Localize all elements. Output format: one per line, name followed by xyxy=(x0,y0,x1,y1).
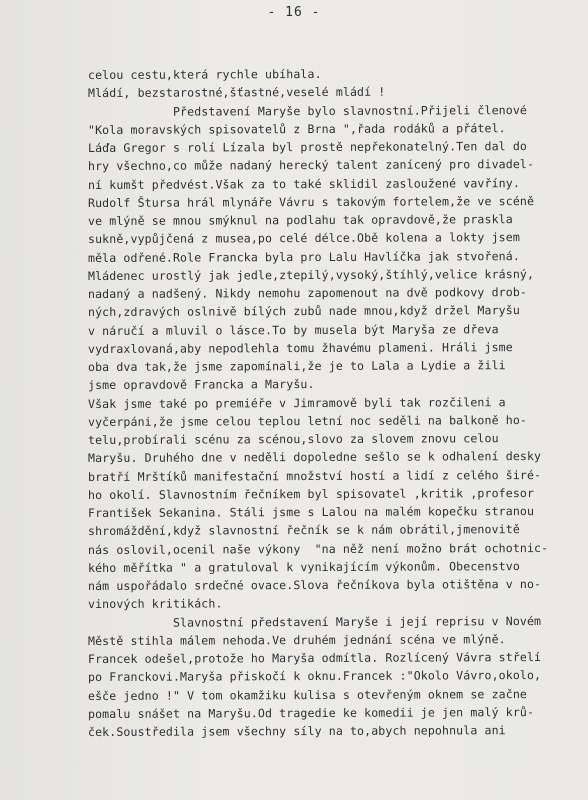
text-line: "Kola moravských spisovatelů z Brna ",řada rodáků a přátel. xyxy=(87,120,506,137)
text-line: ešče jedno !" V tom okamžiku kulisa s otevřeným oknem se začne xyxy=(87,686,527,703)
text-line: shromáždění,když slavnostní řečník se k nám obrátil,jmenovitě xyxy=(87,522,520,539)
text-line: telu,probírali scénu za scénou,slovo za slovem znovu celou xyxy=(87,431,499,447)
text-line: ní kumšt předvést.Však za to také sklidil zasloužené vavříny. xyxy=(87,175,520,192)
text-line: Maryšu. Druhého dne v neděli dopoledne sešlo se k odhalení desky xyxy=(87,449,542,466)
text-line: kého měřítka " a gratuloval k vynikajícím výkonům. Obecenstvo xyxy=(87,558,520,575)
text-line: v náručí a mluvil o lásce.To by musela být Maryša ze dřeva xyxy=(87,321,499,338)
text-line: Mládí, bezstarostné,šťastné,veselé mládí ! xyxy=(87,84,386,101)
body-text xyxy=(88,66,558,741)
text-line: nadaný a nadšený. Nikdy nemohu zapomenout na dvě podkovy drob- xyxy=(87,285,527,301)
text-line: nás oslovil,ocenil naše výkony "na něž není možno brát ochotnic- xyxy=(87,540,549,557)
text-line: nám uspořádalo srdečné ovace.Slova řečníkova byla otištěna v no- xyxy=(87,577,542,593)
text-line: Mládenec urostlý jak jedle,ztepilý,vysoký,štíhlý,velice krásný, xyxy=(87,266,535,283)
text-line: sukně,vypůjčená z musea,po celé délce.Obě kolena a lokty jsem xyxy=(87,230,520,247)
text-line: Městě stihla málem nehoda.Ve druhém jednání scéna ve mlýně. xyxy=(87,631,506,648)
text-line: Slavnostní představení Maryše i její reprisu v Novém xyxy=(87,613,542,630)
text-line: ček.Soustředila jsem všechny síly na to,abych nepohnula ani xyxy=(87,723,506,739)
text-line: ve mlýně se mnou smýknul na podlahu tak opravdově,že praskla xyxy=(87,212,513,228)
text-line: vydraxlovaná,aby nepodlehla tomu žhavému plameni. Hráli jsme xyxy=(87,339,513,356)
text-line: jsme opravdově Francka a Maryšu. xyxy=(87,377,315,393)
text-line: František Sekanina. Stáli jsme s Lalou na malém kopečku stranou xyxy=(87,504,535,520)
text-line: celou cestu,která rychle ubíhala. xyxy=(87,66,322,82)
text-line: Láďa Gregor s rolí Lízala byl prostě nepřekonatelný.Ten dal do xyxy=(87,139,527,155)
text-line: ho okolí. Slavnostním řečníkem byl spisovatel ,kritik ,profesor xyxy=(87,485,535,502)
text-line: Však jsme také po premiéře v Jimramově byli tak rozčileni a xyxy=(87,394,506,411)
text-line: Rudolf Štursa hrál mlynáře Vávru s takovým fortelem,že ve scéně xyxy=(87,193,535,210)
page-number: - 16 - xyxy=(267,5,321,20)
text-line: vinových kritikách. xyxy=(87,596,223,612)
text-line: Představení Maryše bylo slavnostní.Přijeli členové xyxy=(87,102,527,119)
text-line: Francek odešel,protože ho Maryša odmítla. Rozlícený Vávra střelí xyxy=(87,650,542,666)
text-line: vyčerpáni,že jsme celou teplou letní noc seděli na balkoně ho- xyxy=(87,412,527,429)
text-line: hry všechno,co může nadaný herecký talent zanícený pro divadel- xyxy=(87,157,535,174)
text-line: bratří Mrštíků manifestační množství hostí a lidí z celého širé- xyxy=(87,467,542,484)
text-line: měla odřené.Role Francka byla pro Lalu Havlíčka jak stvořená. xyxy=(87,248,520,265)
text-line: ných,zdravých oslnivě bílých zubů nade mnou,když držel Maryšu xyxy=(87,303,520,320)
text-line: po Franckovi.Maryša přiskočí k oknu.Francek :"Okolo Vávro,okolo, xyxy=(87,668,542,685)
text-line: oba dva tak,že jsme zapomínali,že je to Lala a Lydie a žili xyxy=(87,358,506,374)
text-line: pomalu snášet na Maryšu.Od tragedie ke komedii je jen malý krů- xyxy=(87,704,535,721)
